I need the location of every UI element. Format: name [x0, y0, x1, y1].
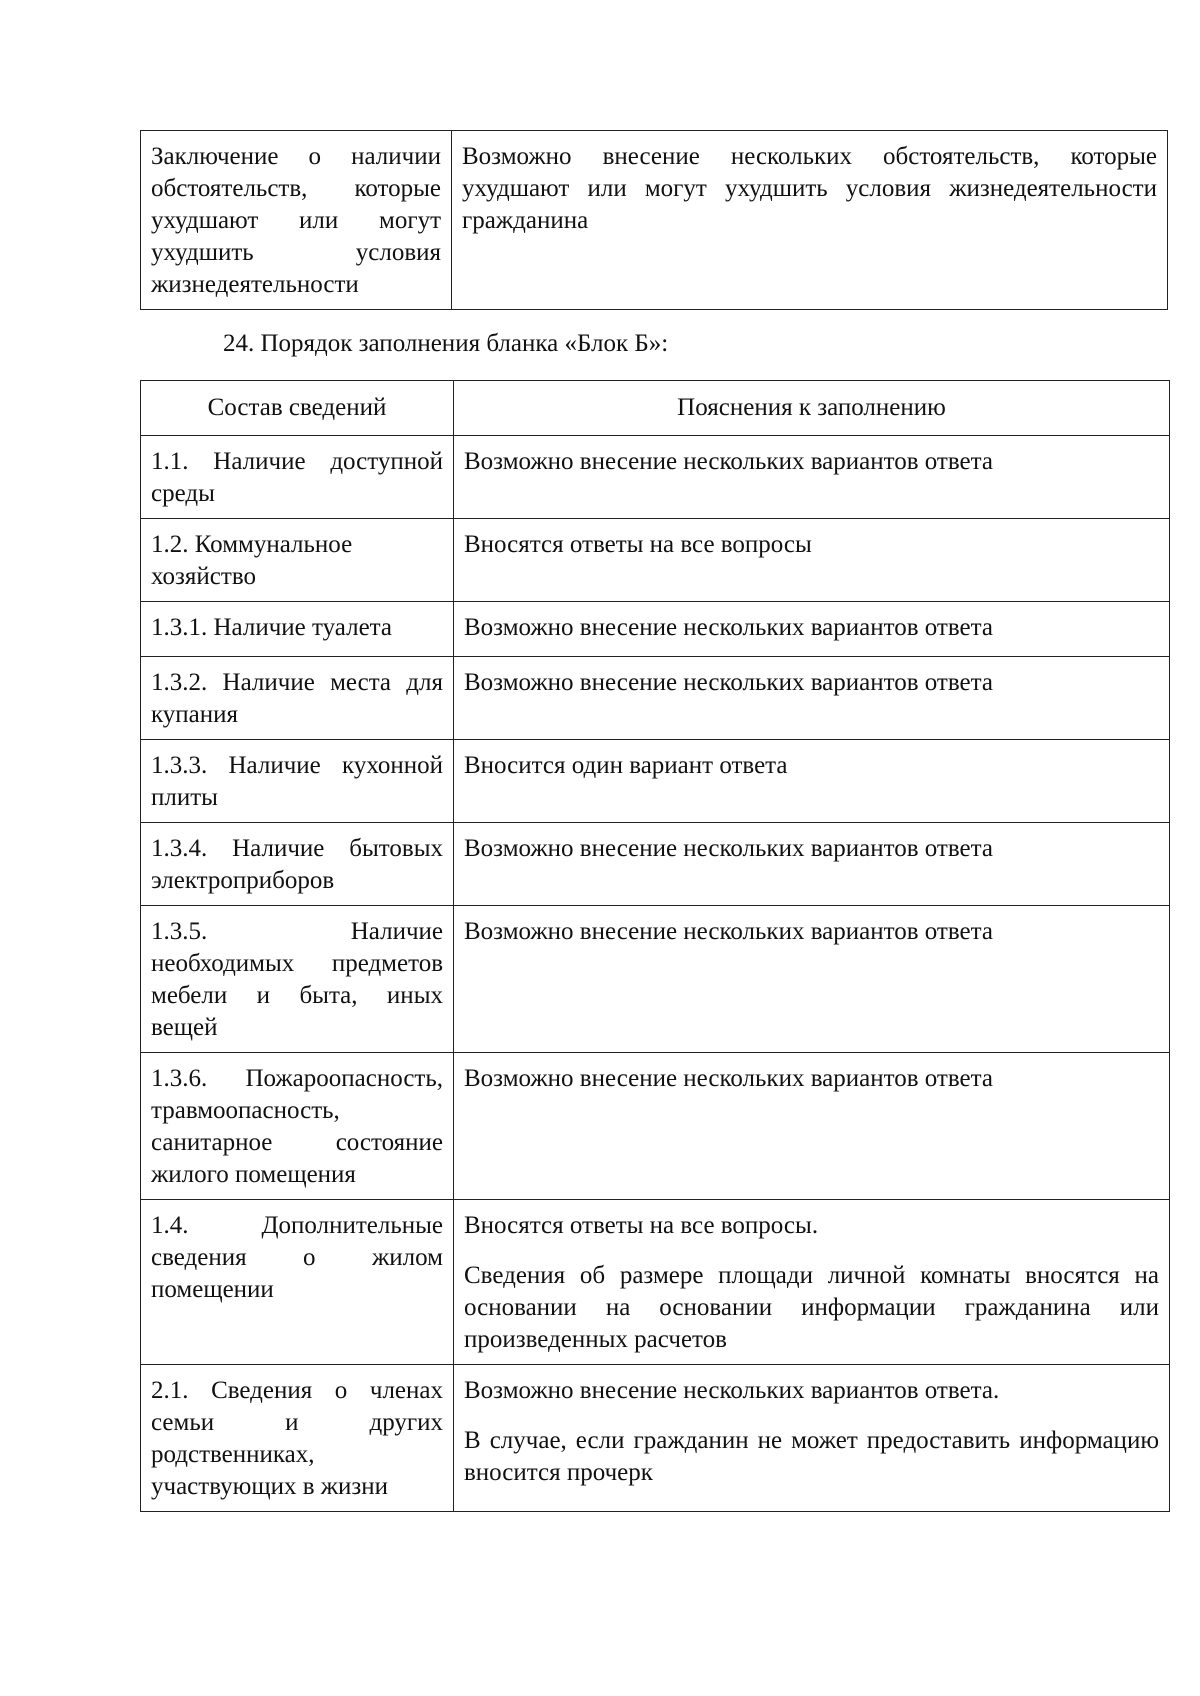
table-row — [141, 657, 1170, 740]
table-cell-explanation: Вносится один вариант ответа — [454, 740, 1170, 823]
table-cell-explanation — [454, 1365, 1170, 1512]
column-header-explanation: Пояснения к заполнению — [454, 381, 1170, 436]
table-cell-explanation: Возможно внесение нескольких вариантов ответа — [454, 1053, 1170, 1200]
table-cell-composition: 1.3.1. Наличие туалета — [141, 602, 454, 657]
table-cell-composition: 2.1. Сведения о членах семьи и других родственниках, участвующих в жизни — [141, 1365, 454, 1512]
column-header-composition: Состав сведений — [141, 381, 454, 436]
table-cell-composition: 1.3.3. Наличие кухонной плиты — [141, 740, 454, 823]
table-header-row — [141, 381, 1170, 436]
block-b-table — [140, 380, 1170, 1512]
table-row — [141, 1053, 1170, 1200]
table-row — [141, 131, 1168, 310]
table-cell-composition: 1.3.5. Наличие необходимых предметов мебели и быта, иных вещей — [141, 906, 454, 1053]
table-row — [141, 1365, 1170, 1512]
table-row — [141, 823, 1170, 906]
table-row — [141, 436, 1170, 519]
table-cell-explanation — [454, 1200, 1170, 1365]
table-cell-explanation: Возможно внесение нескольких вариантов ответа — [454, 657, 1170, 740]
table-cell-explanation: Возможно внесение нескольких обстоятельств, которые ухудшают или могут ухудшить условия жизнедеятельности гражданина — [452, 131, 1168, 310]
table-cell-composition: 1.2. Коммунальное хозяйство — [141, 519, 454, 602]
top-table — [140, 130, 1168, 310]
table-cell-explanation: Возможно внесение нескольких вариантов ответа — [454, 436, 1170, 519]
table-cell-explanation: Возможно внесение нескольких вариантов ответа — [454, 906, 1170, 1053]
explanation-paragraph: Сведения об размере площади личной комнаты вносятся на основании на основании информации гражданина или произведенных расчетов — [464, 1262, 1159, 1353]
table-row — [141, 740, 1170, 823]
explanation-paragraph: Возможно внесение нескольких вариантов ответа. — [464, 1377, 1000, 1404]
table-cell-explanation: Возможно внесение нескольких вариантов ответа — [454, 602, 1170, 657]
table-cell-composition: 1.3.6. Пожароопасность, травмоопасность, санитарное состояние жилого помещения — [141, 1053, 454, 1200]
table-cell-composition: 1.3.2. Наличие места для купания — [141, 657, 454, 740]
table-cell-explanation: Вносятся ответы на все вопросы — [454, 519, 1170, 602]
table-row — [141, 906, 1170, 1053]
section-heading: 24. Порядок заполнения бланка «Блок Б»: — [223, 330, 669, 357]
table-row — [141, 519, 1170, 602]
table-cell-composition: 1.4. Дополнительные сведения о жилом помещении — [141, 1200, 454, 1365]
table-cell-composition: Заключение о наличии обстоятельств, которые ухудшают или могут ухудшить условия жизнедеятельности — [141, 131, 452, 310]
table-row — [141, 602, 1170, 657]
table-cell-composition: 1.3.4. Наличие бытовых электроприборов — [141, 823, 454, 906]
explanation-paragraph: В случае, если гражданин не может предоставить информацию вносится прочерк — [464, 1427, 1159, 1486]
explanation-paragraph: Вносятся ответы на все вопросы. — [464, 1212, 819, 1239]
table-row — [141, 1200, 1170, 1365]
table-cell-composition: 1.1. Наличие доступной среды — [141, 436, 454, 519]
table-cell-explanation: Возможно внесение нескольких вариантов ответа — [454, 823, 1170, 906]
